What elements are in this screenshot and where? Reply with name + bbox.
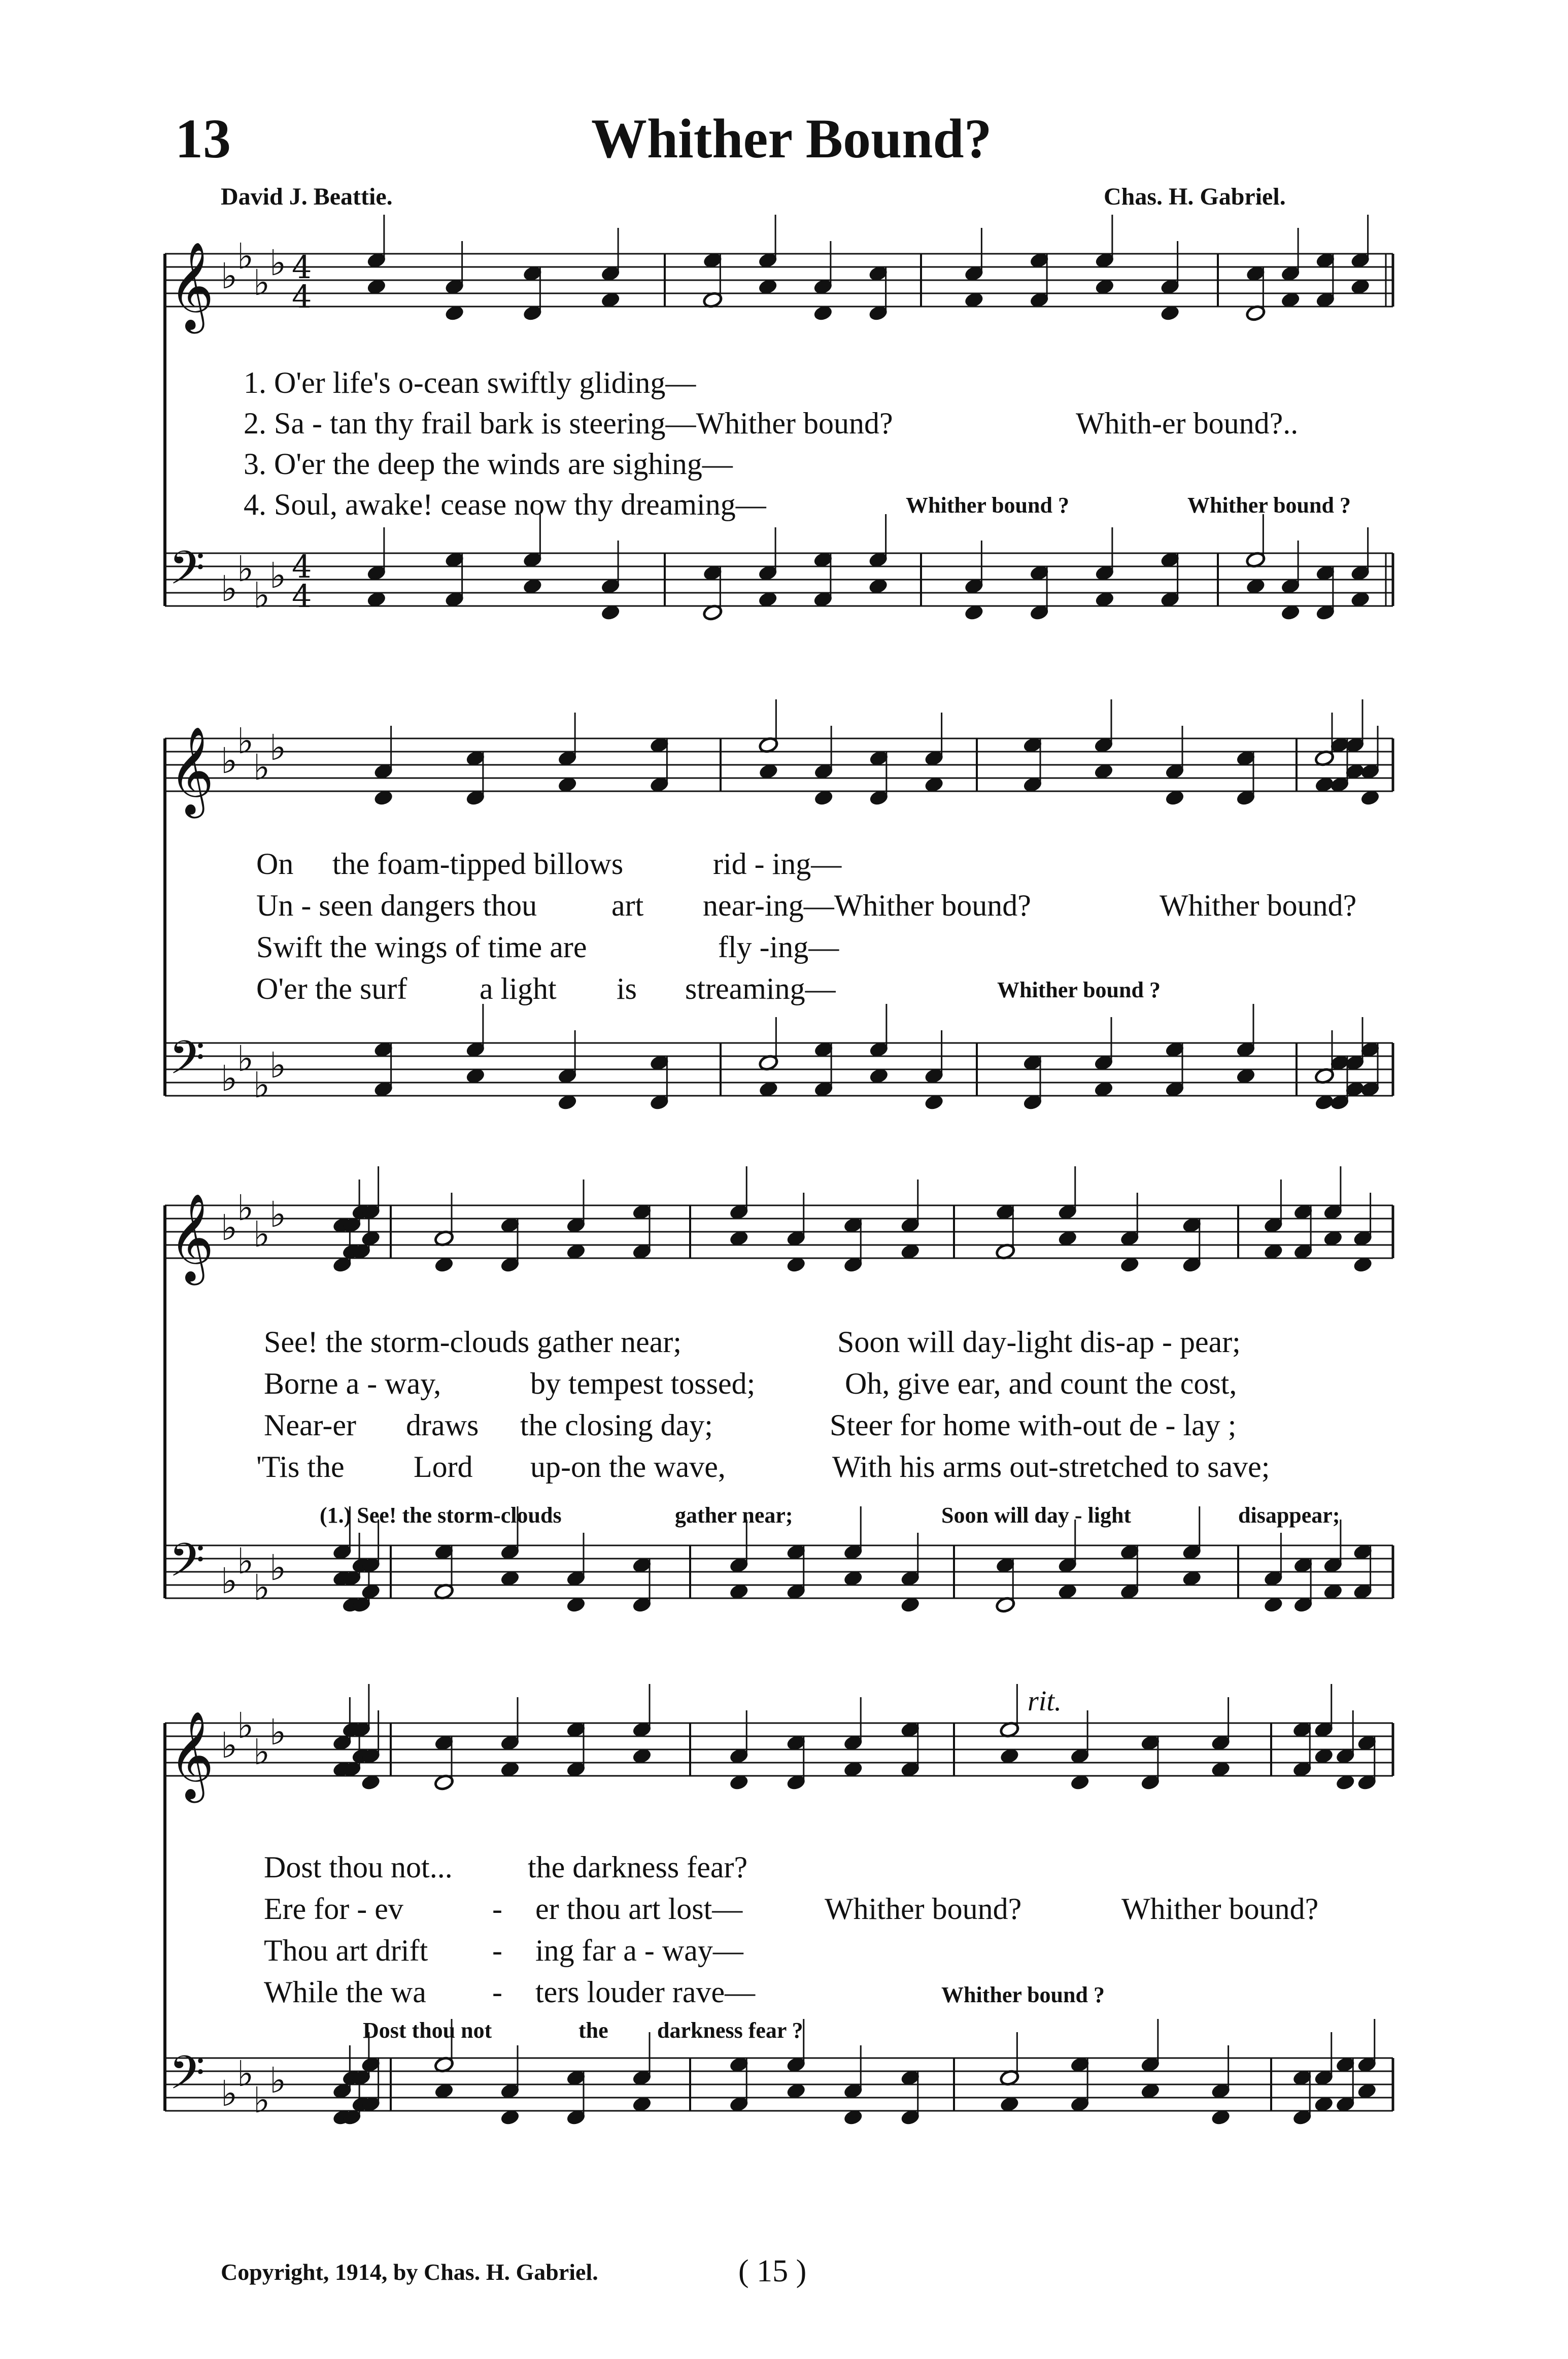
music-glyph: ♭ [237,1038,254,1080]
lyric-s4-v2-c: er thou art lost— [535,1892,743,1926]
lyric-s2-v2-b: art [611,889,644,922]
bass-cue-s4-3: the [578,2018,608,2043]
bass-cue-s4-1: Whither bound ? [941,1982,1105,2007]
music-glyph: 𝄞 [169,1193,214,1282]
music-glyph: ♭ [269,1194,287,1235]
music-glyph: ♭ [237,235,254,277]
lyric-s3-v3-a: Near-er [264,1408,356,1442]
music-glyph: ♭ [221,1207,238,1249]
music-glyph: ♭ [253,1214,270,1255]
music-glyph: ♭ [269,1547,287,1589]
music-glyph: ♭ [237,1187,254,1229]
lyric-s3-v4-a: 'Tis the [256,1450,345,1484]
lyric-s3-v4-c: up-on the wave, [530,1450,726,1484]
music-glyph: ♭ [269,2060,287,2101]
lyric-s4-v3-b: - [492,1934,502,1967]
music-glyph: 4 [292,249,312,286]
lyric-s3-v1-a: See! the storm-clouds gather near; [264,1325,682,1359]
lyric-s4-v2-e: Whither bound? [1121,1892,1319,1926]
music-glyph: ♭ [221,740,238,782]
music-glyph: ♭ [253,1567,270,1608]
lyric-s4-v4-b: - [492,1975,502,2009]
lyric-s4-v4-c: ters louder rave— [535,1975,756,2009]
lyric-s4-v2-d: Whither bound? [825,1892,1022,1926]
lyric-s4-v2-a: Ere for - ev [264,1892,403,1926]
lyric-s2-v2-c: near-ing—Whither bound? [703,889,1031,922]
lyric-s3-v4-b: Lord [414,1450,473,1484]
music-glyph: ♭ [237,1705,254,1746]
music-glyph: ♭ [253,262,270,304]
lyric-s2-v1-c: rid - ing— [713,847,842,881]
lyric-s3-v2-a: Borne a - way, [264,1367,441,1400]
composer-credit: Chas. H. Gabriel. [1104,183,1286,210]
lyric-s2-v1-b: the foam-tipped billows [332,847,624,881]
music-glyph: 4 [292,578,312,615]
music-glyph: ♭ [253,575,270,616]
lyric-s2-v4-b: a light [480,972,557,1005]
bass-cue-s3-4: disappear; [1238,1503,1340,1528]
author-credit: David J. Beattie. [221,183,393,210]
lyric-s1-v3-a: 3. O'er the deep the winds are sighing— [244,447,733,481]
music-glyph: ♭ [269,555,287,596]
bass-cue-s3-1: (1.) See! the storm-clouds [320,1503,562,1528]
lyric-s4-v1-b: the darkness fear? [528,1850,748,1884]
music-glyph: ♭ [269,242,287,284]
music-glyph: ♭ [253,2079,270,2121]
lyric-s3-v3-d: Steer for home with-out de - lay ; [830,1408,1237,1442]
music-glyph: 𝄢 [169,1533,205,1598]
lyric-s2-v1-a: On [256,847,294,881]
lyric-s1-v1-a: 1. O'er life's o-cean swiftly gliding— [244,366,696,399]
music-glyph: ♭ [221,568,238,610]
copyright-notice: Copyright, 1914, by Chas. H. Gabriel. [221,2259,598,2285]
bass-cue-s1-1: Whither bound ? [906,493,1069,518]
lyric-s2-v3-a: Swift the wings of time are [256,930,587,964]
lyric-s2-v3-b: fly -ing— [718,930,839,964]
music-glyph: ♭ [237,548,254,590]
lyric-s4-v4-a: While the wa [264,1975,426,2009]
music-glyph: ♭ [253,1731,270,1773]
music-glyph: ♭ [253,747,270,788]
bass-cue-s3-2: gather near; [675,1503,793,1528]
music-glyph: ♭ [221,2073,238,2114]
lyric-s4-v3-a: Thou art drift [264,1934,428,1967]
lyric-s3-v2-b: by tempest tossed; [530,1367,756,1400]
music-glyph: ♭ [269,1044,287,1086]
bass-cue-s4-2: Dost thou not [363,2018,492,2043]
lyric-s2-v4-d: streaming— [685,972,836,1005]
music-glyph: ♭ [269,727,287,768]
lyric-s2-v4-a: O'er the surf [256,972,407,1005]
lyric-s3-v3-c: the closing day; [520,1408,713,1442]
music-glyph: ♭ [237,1540,254,1582]
music-glyph: ♭ [253,1064,270,1106]
bass-cue-s2-1: Whither bound ? [997,978,1161,1002]
lyric-s2-v4-c: is [617,972,637,1005]
bass-cue-s1-2: Whither bound ? [1187,493,1351,518]
lyric-s3-v1-b: Soon will day-light dis-ap - pear; [837,1325,1241,1359]
hymn-title: Whither Bound? [591,108,992,170]
lyric-s2-v2-a: Un - seen dangers thou [256,889,537,922]
lyric-s4-v1-a: Dost thou not... [264,1850,453,1884]
lyric-s2-v2-d: Whither bound? [1160,889,1357,922]
music-glyph: 4 [292,548,312,585]
music-glyph: ♭ [221,1058,238,1099]
lyric-s3-v2-c: Oh, give ear, and count the cost, [845,1367,1237,1400]
music-glyph: ♭ [221,1725,238,1766]
music-glyph: ♭ [221,255,238,297]
tempo-mark-rit: rit. [1028,1686,1062,1717]
lyric-s1-v2-b: Whith-er bound?.. [1076,407,1299,440]
lyric-s4-v3-c: ing far a - way— [535,1934,743,1967]
music-glyph: 𝄞 [169,242,214,330]
music-glyph: 4 [292,278,312,315]
lyric-s4-v2-b: - [492,1892,502,1926]
music-glyph: 𝄞 [169,1711,214,1799]
lyric-s3-v4-d: With his arms out-stretched to save; [832,1450,1270,1484]
lyric-s1-v4-a: 4. Soul, awake! cease now thy dreaming— [244,488,766,521]
hymn-number: 13 [175,108,231,170]
music-glyph: ♭ [221,1560,238,1602]
music-glyph: 𝄢 [169,541,205,606]
music-glyph: ♭ [237,2053,254,2095]
music-glyph: ♭ [269,1711,287,1753]
music-glyph: ♭ [237,720,254,762]
music-glyph: 𝄢 [169,1031,205,1096]
lyric-s3-v3-b: draws [406,1408,479,1442]
bass-cue-s4-4: darkness fear ? [657,2018,803,2043]
music-glyph: 𝄞 [169,726,214,815]
page-number: ( 15 ) [738,2254,807,2288]
lyric-s1-v2-a: 2. Sa - tan thy frail bark is steering—Whither bound? [244,407,893,440]
bass-cue-s3-3: Soon will day - light [941,1503,1132,1528]
music-glyph: 𝄢 [169,2046,205,2111]
